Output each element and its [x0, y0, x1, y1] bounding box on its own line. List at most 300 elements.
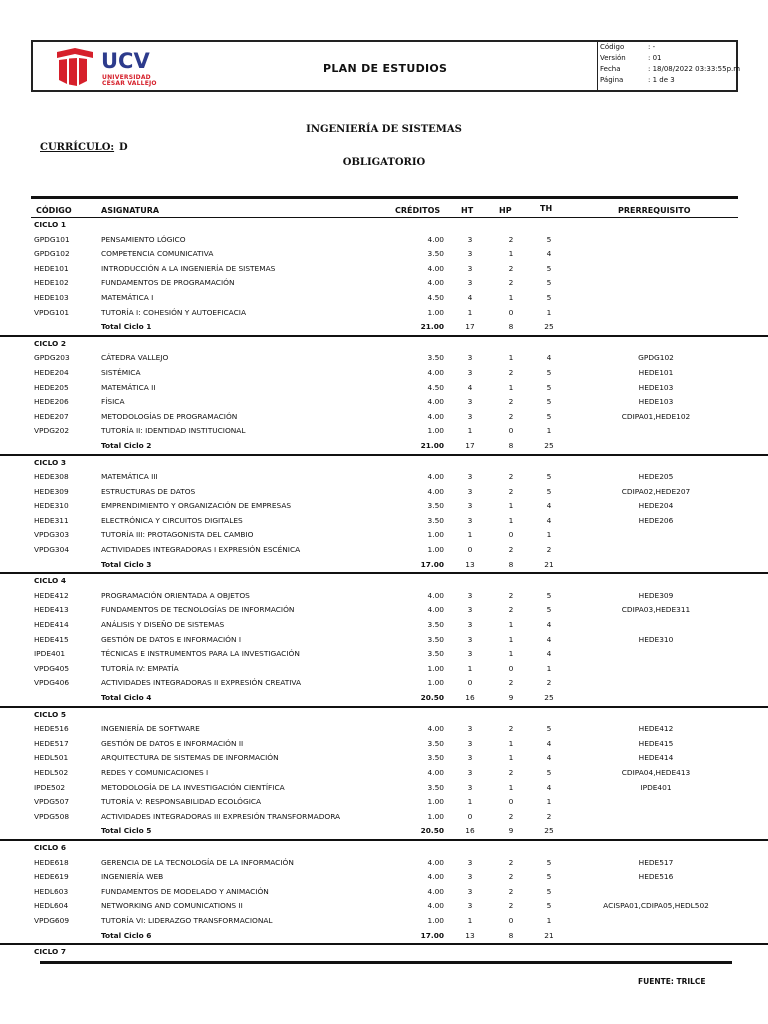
course-ht: 3 [467, 486, 473, 496]
course-th: 4 [546, 620, 552, 630]
course-type: OBLIGATORIO [342, 157, 426, 168]
course-name: ELECTRÓNICA Y CIRCUITOS DIGITALES [101, 515, 243, 525]
course-name: INGENIERÍA DE SOFTWARE [101, 724, 200, 734]
course-code: HEDL502 [34, 767, 69, 777]
course-row [0, 810, 768, 825]
course-th: 4 [546, 738, 552, 748]
course-name: ESTRUCTURAS DE DATOS [101, 486, 196, 496]
course-name: TUTORÍA II: IDENTIDAD INSTITUCIONAL [101, 426, 246, 436]
course-row [0, 914, 768, 929]
course-prereq: HEDE101 [638, 367, 674, 377]
course-hp: 1 [508, 292, 514, 302]
logo-line2: CÉSAR VALLEJO [102, 80, 157, 87]
course-credits: 4.00 [427, 590, 444, 600]
course-th: 21 [544, 559, 554, 569]
course-credits: 1.00 [427, 915, 444, 925]
course-th: 21 [544, 930, 554, 940]
course-prereq: HEDE412 [638, 724, 674, 734]
course-row [0, 351, 768, 366]
course-code: HEDE205 [34, 382, 69, 392]
course-name: Total Ciclo 6 [101, 930, 152, 940]
course-name: ACTIVIDADES INTEGRADORAS I EXPRESIÓN ESCÉNICA [101, 545, 301, 555]
course-ht: 3 [467, 782, 473, 792]
course-ht: 3 [467, 590, 473, 600]
cycle-label: CICLO 4 [34, 576, 67, 586]
cycle-label: CICLO 5 [34, 709, 67, 719]
cycle-label: CICLO 1 [34, 220, 67, 229]
course-ht: 3 [467, 249, 473, 259]
course-row [0, 899, 768, 914]
course-prereq: ACISPA01,CDIPA05,HEDL502 [603, 901, 709, 911]
course-credits: 4.00 [427, 278, 444, 288]
course-th: 2 [546, 811, 552, 821]
course-row [0, 543, 768, 558]
course-prereq: CDIPA01,HEDE102 [621, 411, 691, 421]
course-ht: 3 [467, 634, 473, 644]
course-code: VPDG508 [34, 811, 70, 821]
course-row [0, 633, 768, 648]
course-name: TÉCNICAS E INSTRUMENTOS PARA LA INVESTIGACIÓN [101, 649, 300, 659]
course-name: TUTORÍA V: RESPONSABILIDAD ECOLÓGICA [101, 797, 262, 807]
cycle-header-row [0, 572, 768, 589]
cycle-total-row [0, 929, 768, 944]
course-th: 1 [546, 915, 552, 925]
course-row [0, 262, 768, 277]
course-row [0, 885, 768, 900]
meta-value: : - [648, 43, 656, 51]
course-hp: 1 [508, 634, 514, 644]
cycle-header-row [0, 335, 768, 352]
meta-box [597, 40, 741, 92]
course-prereq: HEDE205 [638, 472, 674, 482]
course-ht: 1 [467, 797, 473, 807]
course-name: SISTÉMICA [101, 367, 141, 377]
course-hp: 0 [508, 307, 514, 317]
course-credits: 4.00 [427, 857, 444, 867]
course-credits: 1.00 [427, 307, 444, 317]
cycle-header-row [0, 454, 768, 471]
course-credits: 1.00 [427, 530, 444, 540]
course-ht: 3 [467, 411, 473, 421]
course-th: 5 [546, 901, 552, 911]
course-prereq: HEDE206 [638, 515, 674, 525]
course-row [0, 276, 768, 291]
course-ht: 3 [467, 515, 473, 525]
cycle-header-row [0, 839, 768, 856]
course-row [0, 395, 768, 410]
course-code: GPDG203 [34, 353, 70, 363]
course-credits: 4.00 [427, 901, 444, 911]
course-hp: 1 [508, 738, 514, 748]
course-code: HEDE413 [34, 605, 69, 615]
footer-rule [40, 961, 732, 964]
course-hp: 1 [508, 753, 514, 763]
col-prereq-header: PRERREQUISITO [618, 206, 691, 215]
course-credits: 17.00 [420, 559, 444, 569]
course-code: GPDG101 [34, 234, 70, 244]
course-name: EMPRENDIMIENTO Y ORGANIZACIÓN DE EMPRESAS [101, 501, 292, 511]
course-credits: 4.50 [427, 292, 444, 302]
course-credits: 3.50 [427, 738, 444, 748]
course-prereq: HEDE310 [638, 634, 674, 644]
course-credits: 3.50 [427, 634, 444, 644]
course-name: PENSAMIENTO LÓGICO [101, 234, 186, 244]
course-name: ACTIVIDADES INTEGRADORAS III EXPRESIÓN TRANSFORMADORA [101, 811, 341, 821]
course-name: Total Ciclo 1 [101, 322, 152, 332]
course-credits: 3.50 [427, 620, 444, 630]
course-hp: 2 [508, 411, 514, 421]
course-hp: 8 [508, 930, 514, 940]
document-title: PLAN DE ESTUDIOS [323, 62, 448, 75]
course-credits: 4.00 [427, 472, 444, 482]
course-hp: 0 [508, 915, 514, 925]
course-row [0, 291, 768, 306]
course-credits: 4.00 [427, 486, 444, 496]
course-row [0, 751, 768, 766]
course-ht: 3 [467, 886, 473, 896]
course-code: VPDG101 [34, 307, 70, 317]
cycle-label: CICLO 6 [34, 842, 67, 852]
course-credits: 4.50 [427, 382, 444, 392]
course-ht: 3 [467, 367, 473, 377]
course-ht: 16 [465, 693, 475, 702]
course-name: TUTORÍA IV: EMPATÍA [101, 663, 179, 673]
course-ht: 4 [467, 292, 473, 302]
course-code: HEDE517 [34, 738, 69, 748]
course-code: HEDE310 [34, 501, 69, 511]
course-prereq: CDIPA03,HEDE311 [621, 605, 691, 615]
course-th: 5 [546, 278, 552, 288]
curriculum-label: CURRÍCULO: [40, 142, 115, 153]
course-prereq: GPDG102 [638, 353, 674, 363]
meta-key: Fecha [600, 65, 621, 73]
course-code: VPDG609 [34, 915, 70, 925]
course-row [0, 306, 768, 321]
course-name: METODOLOGÍA DE LA INVESTIGACIÓN CIENTÍFICA [101, 782, 285, 792]
meta-value: : 1 de 3 [648, 76, 675, 84]
course-credits: 1.00 [427, 811, 444, 821]
curriculum-value: D [119, 142, 128, 153]
course-name: GERENCIA DE LA TECNOLOGÍA DE LA INFORMACIÓN [101, 857, 294, 867]
course-row [0, 366, 768, 381]
meta-key: Página [600, 76, 624, 84]
course-th: 4 [546, 353, 552, 363]
course-ht: 1 [467, 307, 473, 317]
course-row [0, 766, 768, 781]
course-ht: 3 [467, 234, 473, 244]
course-credits: 3.50 [427, 649, 444, 659]
course-ht: 3 [467, 353, 473, 363]
course-name: Total Ciclo 5 [101, 826, 152, 836]
cycle-total-row [0, 439, 768, 454]
course-row [0, 795, 768, 810]
course-hp: 9 [508, 693, 514, 702]
course-th: 4 [546, 634, 552, 644]
course-prereq: IPDE401 [640, 782, 672, 792]
course-name: INGENIERÍA WEB [101, 872, 164, 882]
course-th: 5 [546, 605, 552, 615]
course-code: IPDE401 [34, 649, 66, 659]
meta-value: : 18/08/2022 03:33:55p.m [648, 65, 741, 73]
course-name: TUTORÍA VI: LIDERAZGO TRANSFORMACIONAL [101, 915, 273, 925]
course-name: Total Ciclo 3 [101, 559, 152, 569]
cycle-label: CICLO 3 [34, 457, 67, 467]
course-hp: 2 [508, 678, 514, 688]
cycle-header-row [0, 943, 768, 960]
course-hp: 1 [508, 620, 514, 630]
course-credits: 3.50 [427, 515, 444, 525]
course-code: HEDL604 [34, 901, 69, 911]
course-hp: 2 [508, 397, 514, 407]
course-code: VPDG406 [34, 678, 70, 688]
course-ht: 17 [465, 322, 475, 332]
course-row [0, 589, 768, 604]
course-row [0, 856, 768, 871]
course-hp: 1 [508, 782, 514, 792]
col-hp-header: HP [499, 206, 512, 215]
course-row [0, 676, 768, 691]
course-credits: 1.00 [427, 545, 444, 555]
course-credits: 1.00 [427, 797, 444, 807]
course-name: ACTIVIDADES INTEGRADORAS II EXPRESIÓN CREATIVA [101, 678, 302, 688]
course-th: 4 [546, 649, 552, 659]
col-th-header: TH [540, 204, 553, 213]
course-hp: 1 [508, 649, 514, 659]
course-row [0, 424, 768, 439]
course-credits: 21.00 [420, 322, 444, 332]
logo-brand: UCV [101, 49, 150, 73]
course-ht: 3 [467, 649, 473, 659]
course-ht: 3 [467, 857, 473, 867]
course-name: Total Ciclo 4 [101, 693, 152, 702]
course-credits: 4.00 [427, 767, 444, 777]
col-name-header: ASIGNATURA [101, 206, 160, 215]
course-name: PROGRAMACIÓN ORIENTADA A OBJETOS [101, 590, 250, 600]
course-name: FUNDAMENTOS DE MODELADO Y ANIMACIÓN [101, 886, 269, 896]
course-th: 5 [546, 292, 552, 302]
course-credits: 4.00 [427, 724, 444, 734]
course-prereq: HEDE517 [638, 857, 674, 867]
course-prereq: HEDE204 [638, 501, 674, 511]
course-credits: 3.50 [427, 782, 444, 792]
course-ht: 3 [467, 738, 473, 748]
course-credits: 4.00 [427, 263, 444, 273]
course-ht: 4 [467, 382, 473, 392]
course-credits: 1.00 [427, 663, 444, 673]
course-ht: 3 [467, 501, 473, 511]
course-ht: 13 [465, 559, 475, 569]
course-th: 5 [546, 472, 552, 482]
course-row [0, 737, 768, 752]
course-ht: 3 [467, 901, 473, 911]
course-th: 25 [544, 826, 554, 836]
course-code: HEDE516 [34, 724, 69, 734]
course-hp: 2 [508, 263, 514, 273]
course-hp: 0 [508, 530, 514, 540]
course-name: MATEMÁTICA II [101, 382, 156, 392]
course-row [0, 603, 768, 618]
course-code: HEDE207 [34, 411, 69, 421]
course-code: HEDE619 [34, 872, 69, 882]
course-row [0, 514, 768, 529]
course-ht: 1 [467, 530, 473, 540]
course-credits: 21.00 [420, 440, 444, 450]
course-prereq: CDIPA02,HEDE207 [621, 486, 691, 496]
course-th: 2 [546, 678, 552, 688]
course-credits: 20.50 [420, 826, 444, 836]
course-code: HEDE308 [34, 472, 69, 482]
course-th: 4 [546, 753, 552, 763]
course-name: REDES Y COMUNICACIONES I [101, 767, 209, 777]
course-name: MATEMÁTICA III [101, 472, 158, 482]
course-prereq: HEDE103 [638, 397, 674, 407]
course-ht: 0 [467, 678, 473, 688]
course-credits: 4.00 [427, 886, 444, 896]
course-ht: 3 [467, 605, 473, 615]
course-th: 4 [546, 782, 552, 792]
meta-key: Código [600, 43, 625, 51]
course-row [0, 233, 768, 248]
course-hp: 0 [508, 797, 514, 807]
course-credits: 4.00 [427, 397, 444, 407]
course-hp: 2 [508, 872, 514, 882]
course-ht: 3 [467, 472, 473, 482]
course-th: 5 [546, 367, 552, 377]
course-hp: 2 [508, 605, 514, 615]
course-code: HEDE206 [34, 397, 69, 407]
course-hp: 2 [508, 234, 514, 244]
study-plan-table [0, 218, 768, 960]
course-th: 5 [546, 857, 552, 867]
course-th: 5 [546, 382, 552, 392]
course-ht: 3 [467, 872, 473, 882]
course-hp: 2 [508, 767, 514, 777]
ucv-shield-icon [55, 48, 95, 86]
course-hp: 8 [508, 440, 514, 450]
course-hp: 1 [508, 249, 514, 259]
course-prereq: HEDE415 [638, 738, 674, 748]
course-hp: 1 [508, 501, 514, 511]
course-code: VPDG507 [34, 797, 70, 807]
footer-source: FUENTE: TRILCE [638, 977, 706, 986]
course-name: ANÁLISIS Y DISEÑO DE SISTEMAS [101, 620, 225, 630]
course-row [0, 470, 768, 485]
col-code-header: CÓDIGO [36, 206, 72, 215]
course-th: 5 [546, 872, 552, 882]
course-hp: 2 [508, 590, 514, 600]
course-hp: 8 [508, 559, 514, 569]
course-credits: 3.50 [427, 501, 444, 511]
cycle-header-row [0, 706, 768, 723]
course-code: VPDG304 [34, 545, 70, 555]
course-code: HEDE414 [34, 620, 69, 630]
course-row [0, 485, 768, 500]
table-top-rule [31, 196, 738, 199]
course-hp: 9 [508, 826, 514, 836]
course-row [0, 499, 768, 514]
course-hp: 2 [508, 857, 514, 867]
course-ht: 0 [467, 811, 473, 821]
course-code: HEDL501 [34, 753, 69, 763]
course-code: HEDE309 [34, 486, 69, 496]
course-hp: 1 [508, 353, 514, 363]
course-hp: 2 [508, 545, 514, 555]
course-th: 5 [546, 886, 552, 896]
course-row [0, 781, 768, 796]
course-code: HEDL603 [34, 886, 69, 896]
course-ht: 3 [467, 767, 473, 777]
logo-line1: UNIVERSIDAD [102, 74, 151, 81]
course-credits: 1.00 [427, 678, 444, 688]
course-name: FUNDAMENTOS DE PROGRAMACIÓN [101, 278, 235, 288]
course-ht: 1 [467, 426, 473, 436]
course-th: 5 [546, 397, 552, 407]
course-hp: 8 [508, 322, 514, 332]
course-hp: 0 [508, 663, 514, 673]
course-code: IPDE502 [34, 782, 66, 792]
cycle-total-row [0, 691, 768, 706]
course-code: GPDG102 [34, 249, 70, 259]
course-th: 4 [546, 249, 552, 259]
cycle-total-row [0, 558, 768, 573]
course-hp: 2 [508, 811, 514, 821]
course-th: 1 [546, 530, 552, 540]
meta-key: Versión [600, 54, 626, 62]
course-name: TUTORÍA I: COHESIÓN Y AUTOEFICACIA [101, 307, 247, 317]
course-ht: 17 [465, 440, 475, 450]
course-code: HEDE311 [34, 515, 69, 525]
course-name: METODOLOGÍAS DE PROGRAMACIÓN [101, 411, 238, 421]
course-th: 4 [546, 515, 552, 525]
course-ht: 1 [467, 663, 473, 673]
course-th: 25 [544, 322, 554, 332]
document-header [31, 40, 741, 92]
course-credits: 4.00 [427, 411, 444, 421]
course-hp: 2 [508, 886, 514, 896]
course-credits: 4.00 [427, 367, 444, 377]
cycle-total-row [0, 320, 768, 335]
course-credits: 4.00 [427, 234, 444, 244]
course-hp: 2 [508, 472, 514, 482]
course-credits: 20.50 [420, 693, 444, 702]
career-title: INGENIERÍA DE SISTEMAS [306, 124, 462, 135]
course-row [0, 722, 768, 737]
course-code: VPDG202 [34, 426, 70, 436]
cycle-header-row [0, 218, 768, 233]
ucv-logo [55, 48, 165, 88]
course-name: FÍSICA [101, 397, 125, 407]
course-code: HEDE415 [34, 634, 69, 644]
course-th: 2 [546, 545, 552, 555]
course-th: 1 [546, 307, 552, 317]
course-name: GESTIÓN DE DATOS E INFORMACIÓN II [101, 738, 244, 748]
course-name: GESTIÓN DE DATOS E INFORMACIÓN I [101, 634, 242, 644]
col-credits-header: CRÉDITOS [395, 206, 441, 215]
meta-value: : 01 [648, 54, 662, 62]
course-ht: 3 [467, 278, 473, 288]
course-name: MATEMÁTICA I [101, 292, 154, 302]
course-row [0, 381, 768, 396]
course-row [0, 647, 768, 662]
course-prereq: HEDE309 [638, 590, 674, 600]
course-code: HEDE103 [34, 292, 69, 302]
course-hp: 1 [508, 382, 514, 392]
course-ht: 3 [467, 620, 473, 630]
course-hp: 2 [508, 278, 514, 288]
course-hp: 2 [508, 367, 514, 377]
cycle-label: CICLO 7 [34, 947, 67, 957]
col-ht-header: HT [461, 206, 474, 215]
